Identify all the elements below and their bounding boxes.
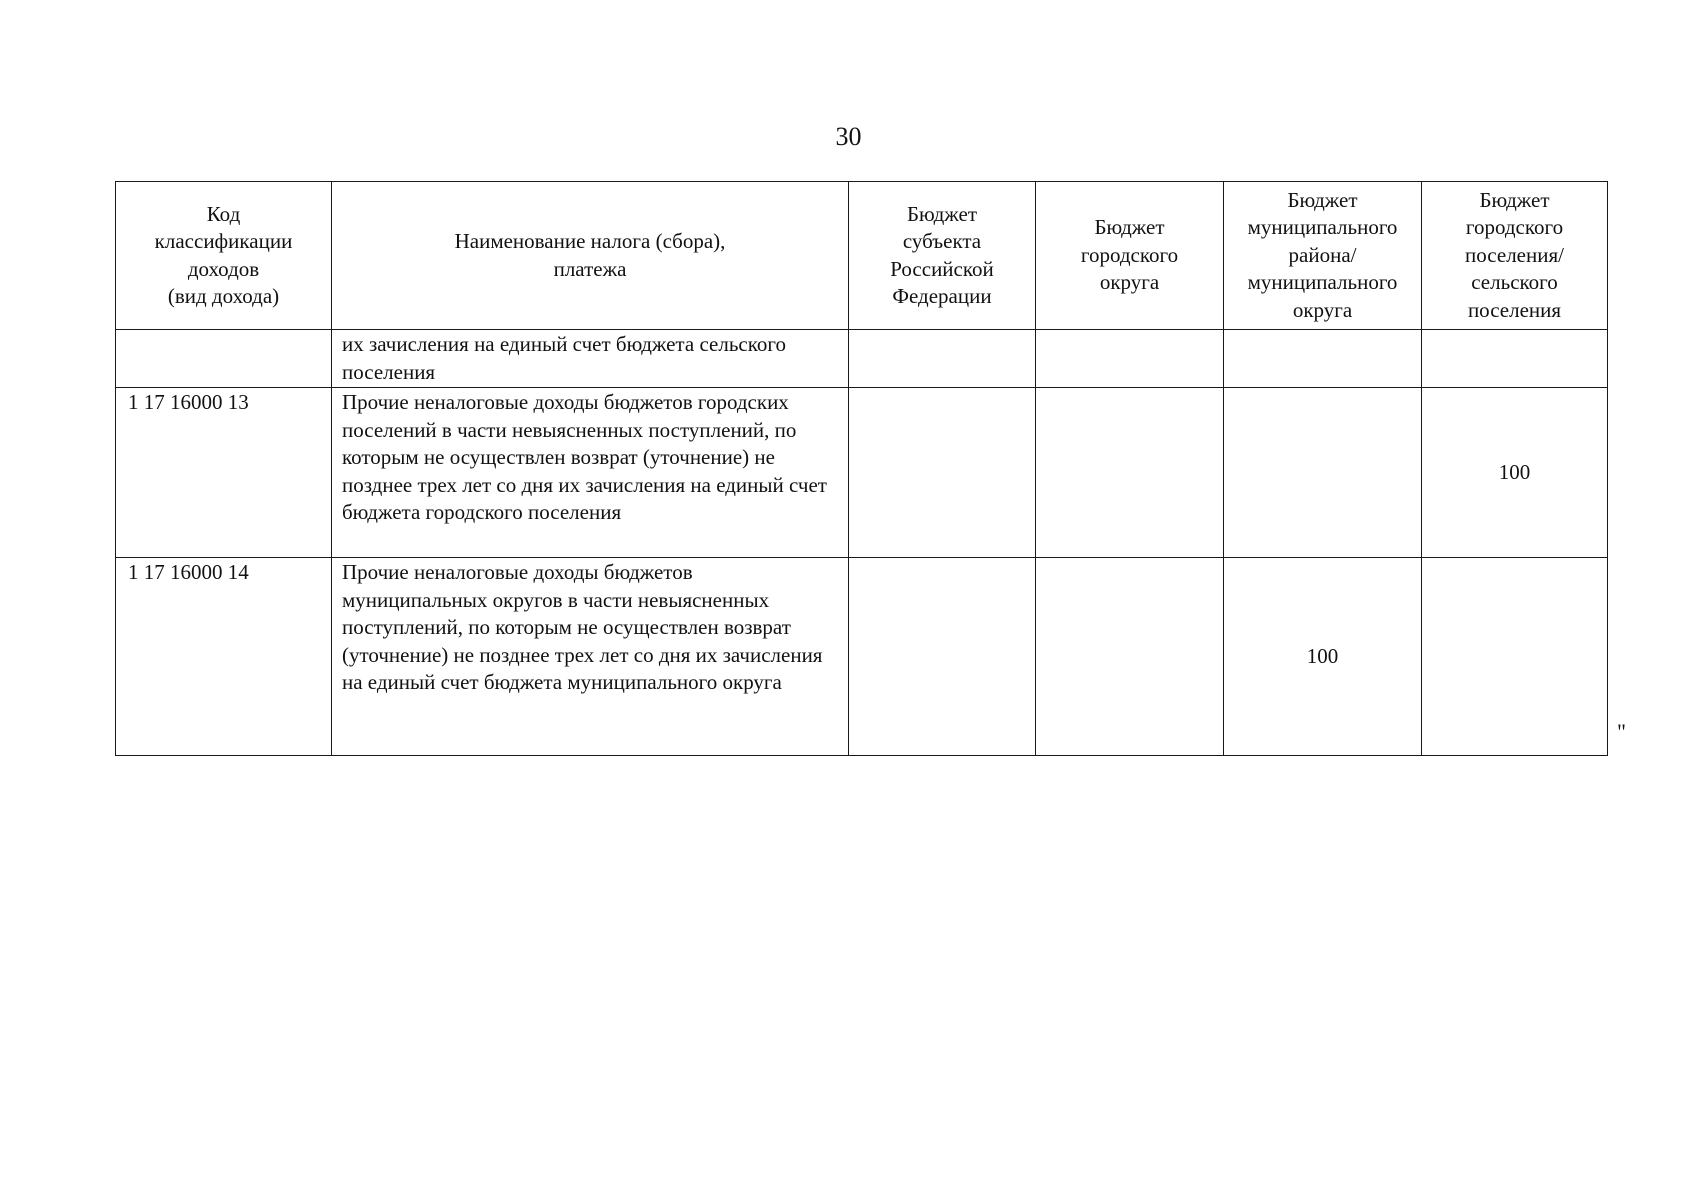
municipal-district-value <box>1224 388 1422 558</box>
municipal-district-value: 100 <box>1224 558 1422 756</box>
tax-name-cell: Прочие неналоговые доходы бюджетов городских поселений в части невыясненных поступлений, по которым не осуществлен возврат (уточнение) не позднее трех лет со дня их зачисления на единый счет бюджета городского поселения <box>332 388 849 558</box>
table-row <box>116 388 1608 558</box>
revenue-distribution-table <box>115 181 1608 756</box>
header-subject-federation-budget: Бюджет субъекта Российской Федерации <box>849 182 1036 330</box>
header-settlement-budget: Бюджет городского поселения/ сельского поселения <box>1422 182 1608 330</box>
income-code-cell: 1 17 16000 14 <box>116 558 332 756</box>
subject-federation-value <box>849 330 1036 388</box>
income-code-cell: 1 17 16000 13 <box>116 388 332 558</box>
city-district-value <box>1036 558 1224 756</box>
tax-name-cell: их зачисления на единый счет бюджета сельского поселения <box>332 330 849 388</box>
settlement-value: 100 <box>1422 388 1608 558</box>
header-tax-name: Наименование налога (сбора), платежа <box>332 182 849 330</box>
table-header-row <box>116 182 1608 330</box>
subject-federation-value <box>849 558 1036 756</box>
table-row <box>116 558 1608 756</box>
city-district-value <box>1036 388 1224 558</box>
income-code-cell <box>116 330 332 388</box>
table-row <box>116 330 1608 388</box>
settlement-value <box>1422 330 1608 388</box>
page-number: 30 <box>835 122 862 151</box>
subject-federation-value <box>849 388 1036 558</box>
header-income-code: Код классификации доходов (вид дохода) <box>116 182 332 330</box>
closing-quote-mark: " <box>1617 719 1626 744</box>
header-municipal-district-budget: Бюджет муниципального района/ муниципального округа <box>1224 182 1422 330</box>
city-district-value <box>1036 330 1224 388</box>
header-city-district-budget: Бюджет городского округа <box>1036 182 1224 330</box>
settlement-value <box>1422 558 1608 756</box>
tax-name-cell: Прочие неналоговые доходы бюджетов муниципальных округов в части невыясненных поступлений, по которым не осуществлен возврат (уточнение) не позднее трех лет со дня их зачисления на единый счет бюджета муниципального округа <box>332 558 849 756</box>
municipal-district-value <box>1224 330 1422 388</box>
